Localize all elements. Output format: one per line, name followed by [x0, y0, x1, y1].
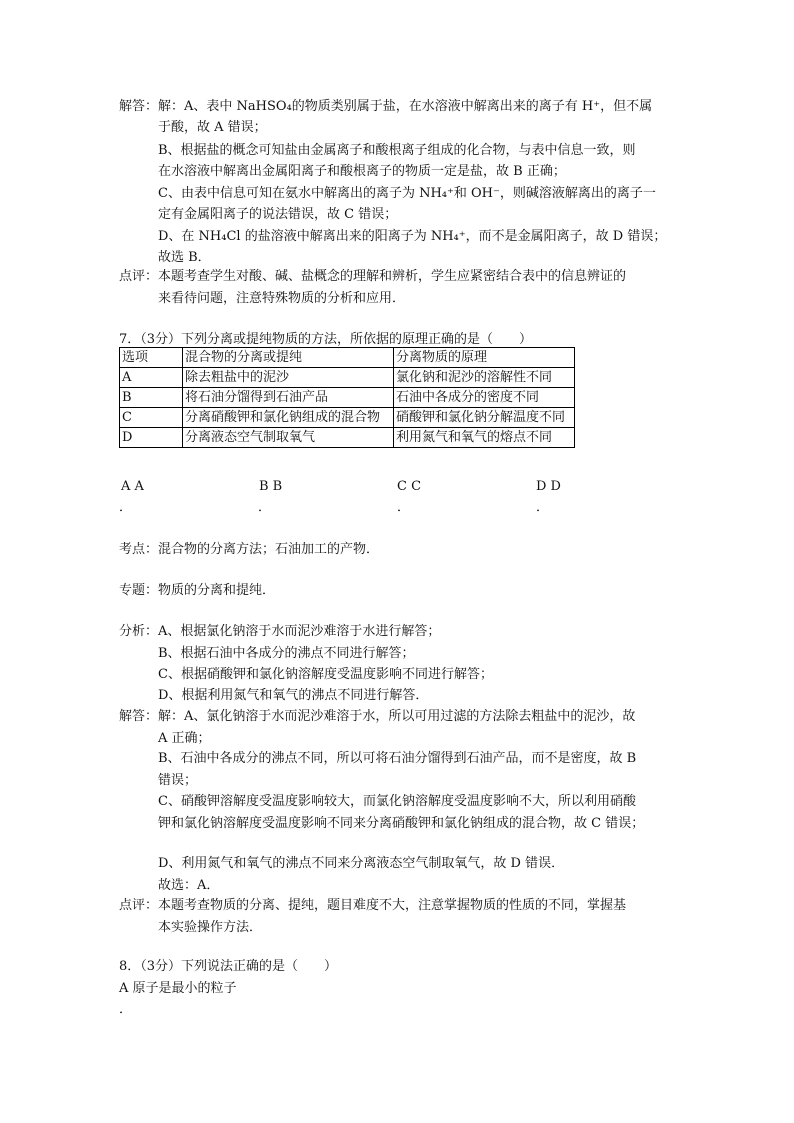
table-cell: 除去粗盐中的泥沙	[183, 368, 394, 388]
table-cell: 混合物的分离或提纯	[183, 348, 394, 368]
jieda-line: 错误；	[158, 773, 198, 788]
q7-options-table	[119, 347, 575, 448]
jieda-line: 故选：A．	[158, 878, 220, 893]
choice-dot: ．	[397, 500, 411, 515]
zhuanti-text: 物质的分离和提纯．	[158, 583, 276, 598]
prev-comment-line: 本题考查学生对酸、碱、盐概念的理解和辨析，学生应紧密结合表中的信息辨证的	[158, 269, 627, 284]
prev-answer-label: 解答：	[119, 99, 159, 114]
fenxi-line: C、根据硝酸钾和氯化钠溶解度受温度影响不同进行解答；	[158, 667, 493, 682]
kaodian-text: 混合物的分离方法；石油加工的产物．	[158, 542, 380, 557]
table-cell: B	[120, 388, 183, 408]
table-cell: 分离液态空气制取氧气	[183, 428, 394, 448]
table-cell: 分离物质的原理	[394, 348, 575, 368]
jieda-label: 解答：	[119, 709, 159, 724]
prev-answer-line: D、在 NH₄Cl 的盐溶液中解离出来的阳离子为 NH₄⁺，而不是金属阳离子，故 D 错误；	[158, 229, 667, 244]
dianping-line: 本题考查物质的分离、提纯，题目难度不大，注意掌握物质的性质的不同，掌握基	[158, 898, 627, 913]
table-cell: 氯化钠和泥沙的溶解性不同	[394, 368, 575, 388]
choice-dot: ．	[536, 500, 550, 515]
fenxi-line: D、根据利用氮气和氧气的沸点不同进行解答．	[158, 688, 429, 703]
choice-dot: ．	[119, 500, 133, 515]
choice-b[interactable]: B B	[259, 479, 283, 494]
jieda-line: B、石油中各成分的沸点不同，所以可将石油分馏得到石油产品，而不是密度，故 B	[158, 751, 637, 766]
table-cell: 分离硝酸钾和氯化钠组成的混合物	[183, 408, 394, 428]
table-cell: 硝酸钾和氯化钠分解温度不同	[394, 408, 575, 428]
zhuanti-label: 专题：	[119, 583, 159, 598]
dianping-label: 点评：	[119, 898, 159, 913]
jieda-line: 解：A、氯化钠溶于水而泥沙难溶于水，所以可用过滤的方法除去粗盐中的泥沙，故	[158, 709, 636, 724]
dianping-line: 本实验操作方法．	[158, 920, 263, 935]
table-cell: C	[120, 408, 183, 428]
prev-comment-line: 来看待问题，注意特殊物质的分析和应用．	[158, 291, 406, 306]
fenxi-line: B、根据石油中各成分的沸点不同进行解答；	[158, 646, 415, 661]
q7-stem: 7．（3分）下列分离或提纯物质的方法，所依据的原理正确的是（ ）	[119, 332, 533, 347]
prev-answer-line: 故选 B．	[158, 250, 211, 265]
table-cell: 将石油分馏得到石油产品	[183, 388, 394, 408]
prev-answer-line: 解：A、表中 NaHSO₄的物质类别属于盐，在水溶液中解离出来的离子有 H⁺，但不属	[158, 99, 653, 114]
table-cell: 石油中各成分的密度不同	[394, 388, 575, 408]
q8-stem: 8．（3分）下列说法正确的是（ ）	[119, 959, 338, 974]
prev-answer-line: 于酸，故 A 错误；	[158, 120, 267, 135]
prev-answer-line: 在水溶液中解离出金属阳离子和酸根离子的物质一定是盐，故 B 正确；	[158, 164, 566, 179]
fenxi-line: A、根据氯化钠溶于水而泥沙难溶于水进行解答；	[158, 624, 441, 639]
choice-d[interactable]: D D	[536, 479, 561, 494]
fenxi-label: 分析：	[119, 624, 159, 639]
choice-dot: ．	[258, 500, 272, 515]
prev-answer-line: B、根据盐的概念可知盐由金属离子和酸根离子组成的化合物，与表中信息一致，则	[158, 143, 636, 158]
prev-answer-line: C、由表中信息可知在氨水中解离出的离子为 NH₄⁺和 OH⁻，则碱溶液解离出的离子一	[158, 186, 656, 201]
table-cell: 利用氮气和氧气的熔点不同	[394, 428, 575, 448]
choice-c[interactable]: C C	[397, 479, 422, 494]
table-cell: A	[120, 368, 183, 388]
table-row	[120, 428, 575, 448]
table-row	[120, 368, 575, 388]
table-row	[120, 348, 575, 368]
table-cell: D	[120, 428, 183, 448]
prev-answer-line: 定有金属阳离子的说法错误，故 C 错误；	[158, 207, 398, 222]
jieda-line: A 正确；	[158, 731, 211, 746]
table-cell: 选项	[120, 348, 183, 368]
q8-choice-a[interactable]: A 原子是最小的粒子	[119, 981, 237, 996]
jieda-line: C、硝酸钾溶解度受温度影响较大，而氯化钠溶解度受温度影响不大，所以利用硝酸	[158, 794, 636, 809]
jieda-line: 钾和氯化钠溶解度受温度影响不同来分离硝酸钾和氯化钠组成的混合物，故 C 错误；	[158, 816, 645, 831]
prev-comment-label: 点评：	[119, 269, 159, 284]
table-row	[120, 388, 575, 408]
table-row	[120, 408, 575, 428]
jieda-line: D、利用氮气和氧气的沸点不同来分离液态空气制取氧气，故 D 错误．	[158, 856, 565, 871]
choice-dot: ．	[119, 1002, 133, 1017]
choice-a[interactable]: A A	[121, 479, 144, 494]
kaodian-label: 考点：	[119, 542, 159, 557]
